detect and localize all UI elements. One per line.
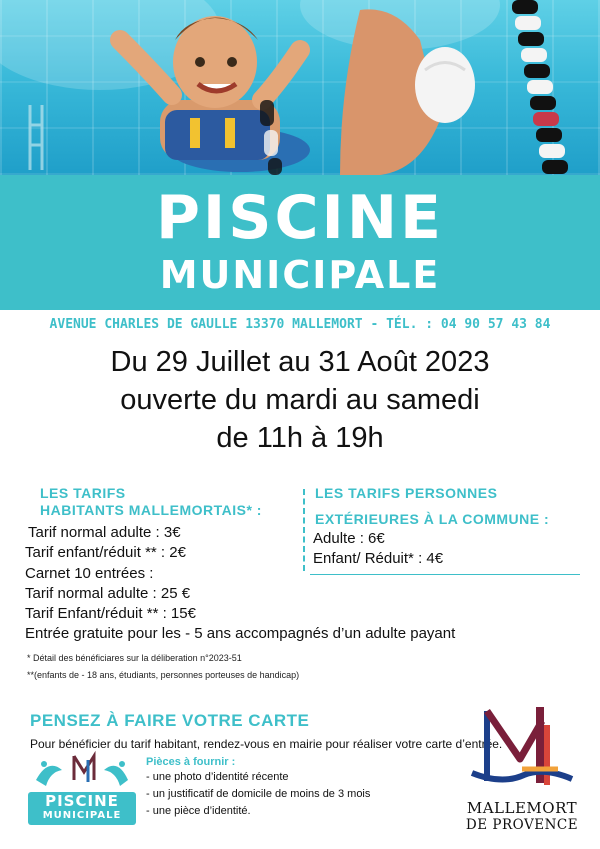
header-photo xyxy=(0,0,600,175)
headline-dates: Du 29 Juillet au 31 Août 2023 xyxy=(110,346,490,378)
swimmer-cap-icon xyxy=(340,9,475,175)
mallemort-logo-line2: DE PROVENCE xyxy=(465,817,579,833)
tarif-line: Enfant/ Réduit* : 4€ xyxy=(313,550,444,567)
tarifs-habitants-heading-2: HABITANTS MALLEMORTAIS* : xyxy=(40,502,262,518)
tarif-line: Tarif enfant/réduit ** : 2€ xyxy=(25,544,186,561)
tarifs-exterieurs-heading-2: EXTÉRIEURES À LA COMMUNE : xyxy=(315,511,550,527)
divider-line xyxy=(310,574,580,575)
headline-hours: de 11h à 19h xyxy=(216,422,384,454)
address-line: AVENUE CHARLES DE GAULLE 13370 MALLEMORT - TÉL. : 04 90 57 43 84 xyxy=(49,317,551,332)
tarif-line: Entrée gratuite pour les - 5 ans accompagnés d’un adulte payant xyxy=(25,625,456,642)
ladder-icon xyxy=(30,105,42,170)
tarif-line: Tarif Enfant/réduit ** : 15€ xyxy=(25,605,196,622)
carte-text: Pour bénéficier du tarif habitant, rendez-vous en mairie pour réaliser votre carte d’entrée. xyxy=(30,737,503,751)
column-divider xyxy=(303,489,305,571)
swimmers-illustration xyxy=(0,0,600,175)
carte-heading: PENSEZ À FAIRE VOTRE CARTE xyxy=(30,711,310,730)
footnote: * Détail des bénéficiares sur la déliberation n°2023-51 xyxy=(27,653,242,663)
mini-logo-title: PISCINE xyxy=(45,792,119,810)
pieces-heading: Pièces à fournir : xyxy=(146,756,236,768)
tarif-line: Tarif normal adulte : 3€ xyxy=(28,524,181,541)
footnote: **(enfants de - 18 ans, étudiants, personnes porteuses de handicap) xyxy=(27,670,300,680)
mini-logo-subtitle: MUNICIPALE xyxy=(42,810,122,821)
mallemort-logo-line1: MALLEMORT xyxy=(466,799,578,817)
tarifs-exterieurs-heading-1: LES TARIFS PERSONNES xyxy=(315,485,498,501)
tarifs-habitants-heading-1: LES TARIFS xyxy=(40,485,126,501)
title-piscine: PISCINE xyxy=(155,183,445,253)
piece-item: - une pièce d’identité. xyxy=(146,805,251,817)
tarif-line: Tarif normal adulte : 25 € xyxy=(25,585,191,602)
headline-days: ouverte du mardi au samedi xyxy=(120,384,480,416)
tarif-line: Carnet 10 entrées : xyxy=(25,565,154,582)
title-municipale: MUNICIPALE xyxy=(159,253,441,297)
piece-item: - un justificatif de domicile de moins de 3 mois xyxy=(146,788,371,800)
tarif-line: Adulte : 6€ xyxy=(313,530,385,547)
child-swimmer-icon xyxy=(120,16,310,172)
piece-item: - une photo d’identité récente xyxy=(146,771,289,783)
